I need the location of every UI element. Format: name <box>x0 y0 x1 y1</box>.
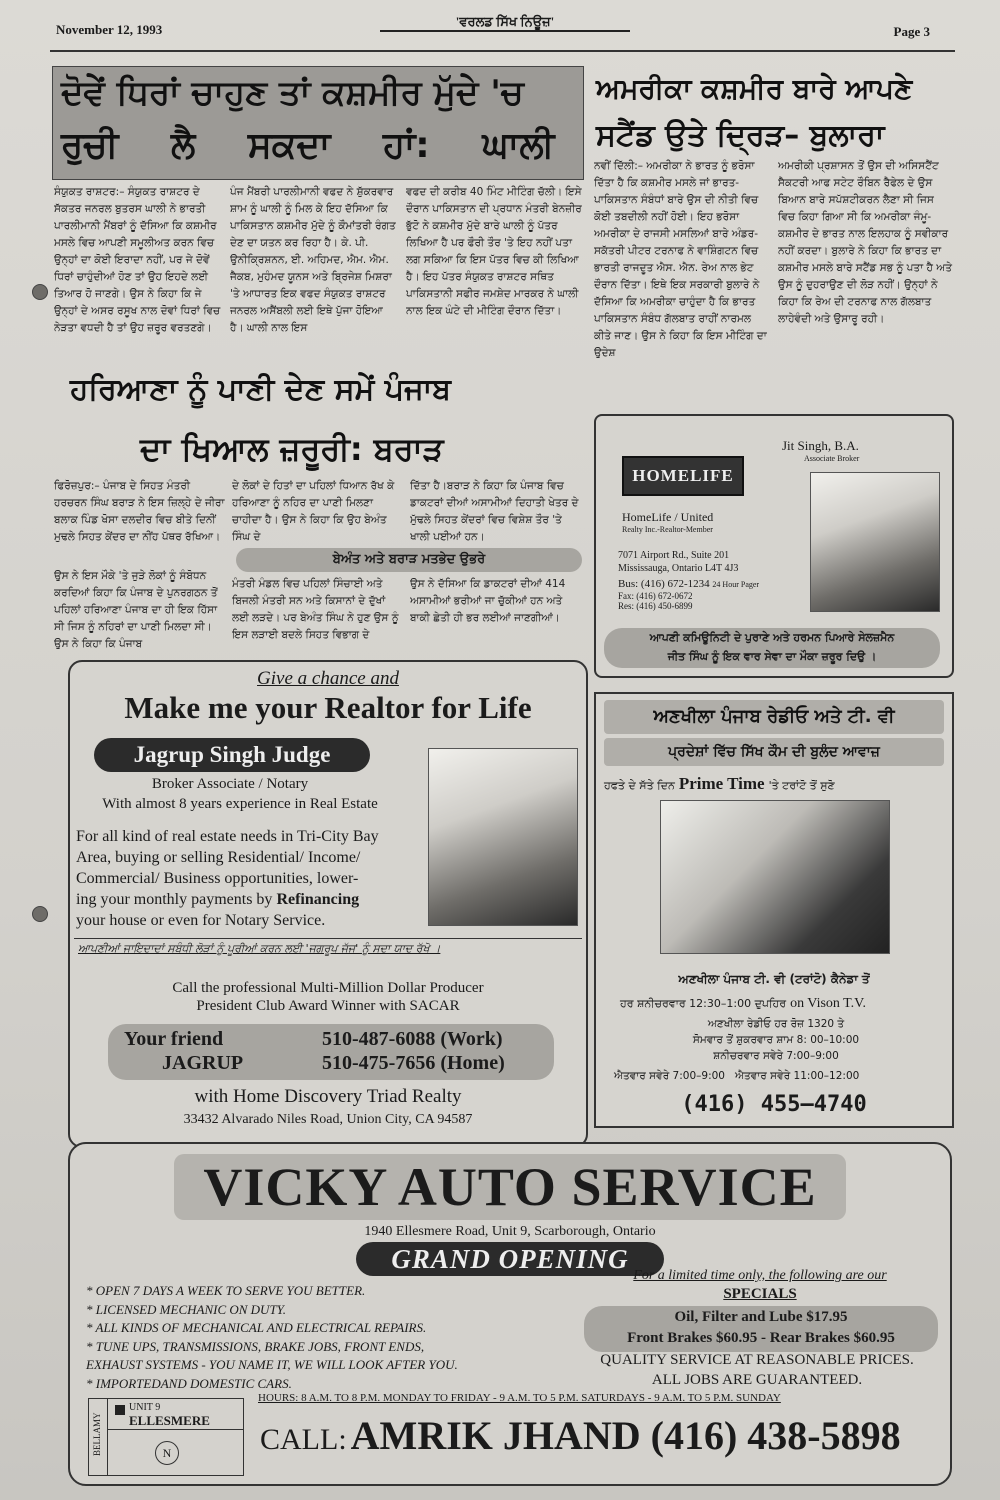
kashmir-article-col-2: ਪੰਜ ਮੈਂਬਰੀ ਪਾਰਲੀਮਾਨੀ ਵਫਦ ਨੇ ਸ਼ੁੱਕਰਵਾਰ ਸ਼ਾਮ ਨੂੰ ਘਾਲੀ ਨੂੰ ਮਿਲ ਕੇ ਇਹ ਦੱਸਿਆ ਕਿ ਪਾਕਿਸਤਾਨ ਕਸ਼ਮੀਰ ਮੁੱਦੇ ਨੂੰ ਕੌਮਾਂਤਰੀ ਰੰਗਤ ਦੇਣ ਦਾ ਯਤਨ ਕਰ ਰਿਹਾ ਹੈ। ਕੇ. ਪੀ. ਉਨੀਕ੍ਰਿਸ਼ਨਨ, ਈ. ਅਹਿਮਦ, ਐਮ. ਐਮ. ਜੈਕਬ, ਮੁਹੰਮਦ ਯੂਨਸ ਅਤੇ ਬ੍ਰਿਜੇਸ਼ ਮਿਸ਼ਰਾ 'ਤੇ ਆਧਾਰਤ ਇਕ ਵਫਦ ਸੰਯੁਕਤ ਰਾਸ਼ਟਰ ਜਨਰਲ ਅਸੈਂਬਲੀ ਲਈ ਇਥੇ ਪੁੱਜਾ ਹੋਇਆ ਹੈ। ਘਾਲੀ ਨਾਲ ਇਸ <box>230 186 396 334</box>
haryana-col-1b: ਉਸ ਨੇ ਇਸ ਮੌਕੇ 'ਤੇ ਜੁੜੇ ਲੋਕਾਂ ਨੂੰ ਸੰਬੋਧਨ ਕਰਦਿਆਂ ਕਿਹਾ ਕਿ ਪੰਜਾਬ ਦੇ ਪੁਨਰਗਠਨ ਤੋਂ ਪਹਿਲਾਂ ਹਰਿਆਣਾ ਪੰਜਾਬ ਦਾ ਹੀ ਇਕ ਹਿੱਸਾ ਸੀ ਜਿਸ ਨੂੰ ਨਹਿਰਾਂ ਦਾ ਪਾਣੀ ਮਿਲਦਾ ਸੀ। ਉਸ ਨੇ ਕਿਹਾ ਕਿ ਪੰਜਾਬ <box>54 570 218 650</box>
america-headline-line-1: ਅਮਰੀਕਾ ਕਸ਼ਮੀਰ ਬਾਰੇ ਆਪਣੇ <box>596 72 913 105</box>
homelife-logo: HOMELIFE <box>622 456 744 496</box>
binder-hole <box>32 906 48 922</box>
realtor-experience: With almost 8 years experience in Real Estate <box>102 796 378 812</box>
vicky-title: VICKY AUTO SERVICE <box>203 1157 817 1217</box>
vicky-title-box <box>174 1154 846 1220</box>
america-headline-line-2: ਸਟੈਂਡ ਉਤੇ ਦ੍ਰਿੜ– ਬੁਲਾਰਾ <box>596 118 885 153</box>
homelife-ad <box>594 414 954 678</box>
masthead: 'ਵਰਲਡ ਸਿੱਖ ਨਿਊਜ਼' <box>380 14 630 32</box>
vicky-auto-ad <box>68 1142 952 1486</box>
radio-studio-photo <box>660 800 890 954</box>
map-unit-label: UNIT 9 <box>129 1402 161 1413</box>
homelife-tagline: ਆਪਣੀ ਕਮਿਊਨਿਟੀ ਦੇ ਪੁਰਾਣੇ ਅਤੇ ਹਰਮਨ ਪਿਆਰੇ ਸੇਲਜ਼ਮੈਨ ਜੀਤ ਸਿੰਘ ਨੂੰ ਇਕ ਵਾਰ ਸੇਵਾ ਦਾ ਮੌਕਾ ਜ਼ਰੂਰ ਦਿਉ । <box>604 628 940 668</box>
radio-saturday-line: ਹਰ ਸ਼ਨੀਚਰਵਾਰ 12:30–1:00 ਦੁਪਹਿਰ on Vison T.V. <box>620 996 866 1011</box>
map-bellamy-label: BELLAMY <box>92 1412 102 1456</box>
homelife-address-2: Mississauga, Ontario L4T 4J3 <box>618 563 739 574</box>
kashmir-headline-line-2: ਰੁਚੀ ਲੈ ਸਕਦਾ ਹਾਂ: ਘਾਲੀ <box>61 125 555 166</box>
haryana-col-3a: ਦਿੱਤਾ ਹੈ।ਬਰਾੜ ਨੇ ਕਿਹਾ ਕਿ ਪੰਜਾਬ ਵਿਚ ਡਾਕਟਰਾਂ ਦੀਆਂ ਅਸਾਮੀਆਂ ਦਿਹਾਤੀ ਖੇਤਰ ਦੇ ਮੁੱਢਲੇ ਸਿਹਤ ਕੇਂਦਰਾਂ ਵਿਚ ਵਿਸ਼ੇਸ਼ ਤੌਰ 'ਤੇ ਖਾਲੀ ਪਈਆਂ ਹਨ। <box>410 480 579 543</box>
realtor-headline: Make me your Realtor for Life <box>124 690 532 725</box>
america-article-col-1: ਨਵੀਂ ਦਿੱਲੀ:– ਅਮਰੀਕਾ ਨੇ ਭਾਰਤ ਨੂੰ ਭਰੋਸਾ ਦਿੱਤਾ ਹੈ ਕਿ ਕਸ਼ਮੀਰ ਮਸਲੇ ਜਾਂ ਭਾਰਤ-ਪਾਕਿਸਤਾਨ ਸੰਬੰਧਾਂ ਬਾਰੇ ਉਸ ਦੀ ਨੀਤੀ ਵਿਚ ਕੋਈ ਤਬਦੀਲੀ ਨਹੀਂ ਹੋਈ। ਇਹ ਭਰੋਸਾ ਅਮਰੀਕਾ ਦੇ ਰਾਜਸੀ ਮਸਲਿਆਂ ਬਾਰੇ ਅੰਡਰ-ਸਕੱਤਰੀ ਪੀਟਰ ਟਰਨਾਫ ਨੇ ਵਾਸ਼ਿੰਗਟਨ ਵਿਚ ਭਾਰਤੀ ਰਾਜਦੂਤ ਐਸ. ਐਨ. ਰੇਅ ਨਾਲ ਭੇਟ ਦੌਰਾਨ ਦਿੱਤਾ। ਇਥੇ ਇਕ ਸਰਕਾਰੀ ਬੁਲਾਰੇ ਨੇ ਦੱਸਿਆ ਕਿ ਅਮਰੀਕਾ ਚਾਹੁੰਦਾ ਹੈ ਕਿ ਭਾਰਤ ਪਾਕਿਸਤਾਨ ਸੰਬੰਧ ਗੱਲਬਾਤ ਰਾਹੀਂ ਨਾਰਮਲ ਕੀਤੇ ਜਾਣ। ਉਸ ਨੇ ਕਿਹਾ ਕਿ ਇਸ ਮੀਟਿੰਗ ਦਾ ਉਦੇਸ਼ <box>594 160 767 359</box>
realtor-photo <box>428 748 578 926</box>
realtor-call-1: Call the professional Multi-Million Dollar Producer <box>172 980 484 996</box>
radio-title-2: ਪ੍ਰਦੇਸ਼ਾਂ ਵਿੱਚ ਸਿੱਖ ਕੌਮ ਦੀ ਬੁਲੰਦ ਆਵਾਜ਼ <box>668 744 880 760</box>
realtor-home-phone: 510-475-7656 (Home) <box>322 1052 505 1074</box>
header-rule <box>50 50 955 52</box>
haryana-headline-line-1: ਹਰਿਆਣਾ ਨੂੰ ਪਾਣੀ ਦੇਣ ਸਮੇਂ ਪੰਜਾਬ <box>70 372 451 407</box>
radio-schedule: ਅਣਖੀਲਾ ਰੇਡੀਓ ਹਰ ਰੋਜ਼ 1320 ਤੇ ਸੋਮਵਾਰ ਤੋਂ ਸ਼ੁਕਰਵਾਰ ਸ਼ਾਮ 8: 00–10:00 ਸ਼ਨੀਚਰਵਾਰ ਸਵੇਰੇ 7:00–9:00 <box>692 1018 860 1062</box>
map-location-marker <box>115 1405 125 1415</box>
vicky-guaranteed: ALL JOBS ARE GUARANTEED. <box>651 1372 863 1388</box>
agent-name: Jit Singh, B.A. <box>782 438 859 453</box>
kashmir-headline-line-1: ਦੋਵੇਂ ਧਿਰਾਂ ਚਾਹੁਣ ਤਾਂ ਕਸ਼ਮੀਰ ਮੁੱਦੇ 'ਚ <box>61 73 524 113</box>
vicky-services-list <box>86 1282 586 1393</box>
haryana-col-3b: ਉਸ ਨੇ ਦੱਸਿਆ ਕਿ ਡਾਕਟਰਾਂ ਦੀਆਂ 414 ਅਸਾਮੀਆਂ ਭਰੀਆਂ ਜਾ ਚੁੱਕੀਆਂ ਹਨ ਅਤੇ ਬਾਕੀ ਛੇਤੀ ਹੀ ਭਰ ਲਈਆਂ ਜਾਣਗੀਆਂ। <box>410 578 566 624</box>
haryana-col-2b: ਮੰਤਰੀ ਮੰਡਲ ਵਿਚ ਪਹਿਲਾਂ ਸਿੰਚਾਈ ਅਤੇ ਬਿਜਲੀ ਮੰਤਰੀ ਸਨ ਅਤੇ ਕਿਸਾਨਾਂ ਦੇ ਦੁੱਖਾਂ ਲਈ ਲੜਦੇ। ਪਰ ਬੇਅੰਤ ਸਿੰਘ ਨੇ ਹੁਣ ਉਸ ਨੂੰ ਇਸ ਲੜਾਈ ਬਦਲੇ ਸਿਹਤ ਵਿਭਾਗ ਦੇ <box>232 578 399 641</box>
realtor-call-2: President Club Award Winner with SACAR <box>196 998 460 1014</box>
radio-title-1: ਅਣਖੀਲਾ ਪੰਜਾਬ ਰੇਡੀਓ ਅਤੇ ਟੀ. ਵੀ <box>653 706 895 727</box>
vicky-oil-special: Oil, Filter and Lube $17.95 <box>674 1309 848 1325</box>
vicky-specials-box <box>584 1306 938 1352</box>
haryana-subhead: ਬੇਅੰਤ ਅਤੇ ਬਰਾੜ ਮਤਭੇਦ ਉਭਰੇ <box>236 548 582 572</box>
issue-date: November 12, 1993 <box>56 22 163 37</box>
vicky-limited-time: For a limited time only, the following are our <box>633 1268 887 1283</box>
vicky-hours: HOURS: 8 A.M. TO 8 P.M. MONDAY TO FRIDAY - 9 A.M. TO 5 P.M. SATURDAYS - 9 A.M. TO 5 P.M. SUNDAY <box>258 1392 781 1404</box>
homelife-fax: Fax: (416) 672-0672 <box>618 591 693 601</box>
haryana-headline-line-2: ਦਾ ਖਿਆਲ ਜ਼ਰੂਰੀ: ਬਰਾੜ <box>140 430 444 468</box>
map-compass-icon: N <box>155 1441 179 1465</box>
agent-title: Associate Broker <box>804 454 860 463</box>
homelife-company: HomeLife / United <box>622 510 714 524</box>
america-article-col-2: ਅਮਰੀਕੀ ਪ੍ਰਸ਼ਾਸਨ ਤੋਂ ਉਸ ਦੀ ਅਸਿਸਟੈਂਟ ਸੈਕਟਰੀ ਆਫ ਸਟੇਟ ਰੌਬਿਨ ਰੈਫੇਲ ਦੇ ਉਸ ਬਿਆਨ ਬਾਰੇ ਸਪੱਸ਼ਟੀਕਰਨ ਲੈਣਾ ਸੀ ਜਿਸ ਵਿਚ ਕਿਹਾ ਗਿਆ ਸੀ ਕਿ ਅਮਰੀਕਾ ਜੰਮੂ-ਕਸ਼ਮੀਰ ਦੇ ਭਾਰਤ ਨਾਲ ਇਲਹਾਕ ਨੂੰ ਸਵੀਕਾਰ ਨਹੀਂ ਕਰਦਾ। ਬੁਲਾਰੇ ਨੇ ਕਿਹਾ ਕਿ ਭਾਰਤ ਦਾ ਕਸ਼ਮੀਰ ਮਸਲੇ ਬਾਰੇ ਸਟੈਂਡ ਸਭ ਨੂੰ ਪਤਾ ਹੈ ਅਤੇ ਉਸ ਨੂੰ ਦੁਹਰਾਉਣ ਦੀ ਲੋੜ ਨਹੀਂ। ਉਨ੍ਹਾਂ ਨੇ ਕਿਹਾ ਕਿ ਰੇਅ ਦੀ ਟਰਨਾਫ ਨਾਲ ਗੱਲਬਾਤ ਲਾਹੇਵੰਦੀ ਅਤੇ ਉਸਾਰੂ ਰਹੀ। <box>778 160 952 325</box>
agent-photo <box>810 472 940 612</box>
homelife-address-1: 7071 Airport Rd., Suite 201 <box>618 550 730 561</box>
vicky-service-item: * LICENSED MECHANIC ON DUTY. <box>86 1301 286 1317</box>
vicky-specials-heading: SPECIALS <box>723 1286 797 1302</box>
vicky-address: 1940 Ellesmere Road, Unit 9, Scarborough, Ontario <box>364 1224 656 1239</box>
radio-title-1-box <box>604 700 944 734</box>
page-number: Page 3 <box>893 24 930 39</box>
radio-tv-line: ਅਣਖੀਲਾ ਪੰਜਾਬ ਟੀ. ਵੀ (ਟਰਾਂਟੋ) ਕੈਨੇਡਾ ਤੋਂ <box>678 972 870 986</box>
haryana-col-1a: ਫਿਰੋਜ਼ਪੁਰ:– ਪੰਜਾਬ ਦੇ ਸਿਹਤ ਮੰਤਰੀ ਹਰਚਰਨ ਸਿੰਘ ਬਰਾੜ ਨੇ ਇਸ ਜ਼ਿਲ੍ਹੇ ਦੇ ਜੀਰਾ ਬਲਾਕ ਪਿੰਡ ਖੋਸਾ ਦਲਦੀਰ ਵਿਚ ਬੀਤੇ ਦਿਨੀਂ ਮੁਢਲੇ ਸਿਹਤ ਕੇਂਦਰ ਦਾ ਨੀਂਹ ਪੱਥਰ ਰੱਖਿਆ। <box>54 480 225 543</box>
vicky-service-item: * OPEN 7 DAYS A WEEK TO SERVE YOU BETTER. <box>86 1283 366 1298</box>
radio-ad <box>594 692 954 1128</box>
realtor-divider <box>74 938 582 939</box>
realtor-punjabi-line: ਆਪਣੀਆਂ ਜਾਇਦਾਦਾਂ ਸਬੰਧੀ ਲੋੜਾਂ ਨੂੰ ਪੂਰੀਆਂ ਕਰਨ ਲਈ 'ਜਗਰੂਪ ਜੱਜ' ਨੂੰ ਸਦਾ ਯਾਦ ਰੱਖੋ । <box>78 942 441 955</box>
kashmir-headline-box <box>52 66 584 180</box>
realtor-give-chance: Give a chance and <box>257 668 399 689</box>
realtor-jagrup: JAGRUP <box>162 1052 244 1074</box>
radio-sunday-line: ਐਤਵਾਰ ਸਵੇਰੇ 7:00–9:00 ਐਤਵਾਰ ਸਵੇਰੇ 11:00–12:00 <box>614 1070 860 1082</box>
map-ellesmere-label: ELLESMERE <box>129 1413 210 1428</box>
radio-phone: (416) 455–4740 <box>681 1092 867 1117</box>
vicky-brakes-special: Front Brakes $60.95 - Rear Brakes $60.95 <box>627 1330 895 1346</box>
realtor-phone-box <box>108 1024 554 1080</box>
vicky-service-item: * TUNE UPS, TRANSMISSIONS, BRAKE JOBS, FRONT ENDS, <box>86 1338 425 1354</box>
homelife-company-sub: Realty Inc.-Realtor-Member <box>622 525 713 534</box>
homelife-bus-phone: Bus: (416) 672-1234 24 Hour Pager <box>618 578 760 590</box>
realtor-your-friend: Your friend <box>124 1028 224 1050</box>
kashmir-article-col-3: ਵਫਦ ਦੀ ਕਰੀਬ 40 ਮਿੰਟ ਮੀਟਿੰਗ ਚੱਲੀ। ਇਸੇ ਦੌਰਾਨ ਪਾਕਿਸਤਾਨ ਦੀ ਪ੍ਰਧਾਨ ਮੰਤਰੀ ਬੇਨਜ਼ੀਰ ਭੁੱਟੋ ਨੇ ਕਸ਼ਮੀਰ ਮੁੱਦੇ ਬਾਰੇ ਘਾਲੀ ਨੂੰ ਪੱਤਰ ਲਿਖਿਆ ਹੈ ਪਰ ਫੌਰੀ ਤੌਰ 'ਤੇ ਇਹ ਨਹੀਂ ਪਤਾ ਲਗ ਸਕਿਆ ਕਿ ਇਸ ਪੱਤਰ ਵਿਚ ਕੀ ਲਿਖਿਆ ਹੈ। ਇਹ ਪੱਤਰ ਸੰਯੁਕਤ ਰਾਸ਼ਟਰ ਸਥਿਤ ਪਾਕਿਸਤਾਨੀ ਸਫੀਰ ਜਮਸ਼ੇਦ ਮਾਰਕਰ ਨੇ ਘਾਲੀ ਨਾਲ ਇਕ ਘੰਟੇ ਦੀ ਮੀਟਿੰਗ ਦੌਰਾਨ ਦਿੱਤਾ। <box>406 186 582 317</box>
haryana-col-2a: ਦੇ ਲੋਕਾਂ ਦੇ ਹਿਤਾਂ ਦਾ ਪਹਿਲਾਂ ਧਿਆਨ ਰੱਖ ਕੇ ਹਰਿਆਣਾ ਨੂੰ ਨਹਿਰ ਦਾ ਪਾਣੀ ਮਿਲਣਾ ਚਾਹੀਦਾ ਹੈ। ਉਸ ਨੇ ਕਿਹਾ ਕਿ ਉਹ ਬੇਅੰਤ ਸਿੰਘ ਦੇ <box>232 480 395 543</box>
realtor-body: For all kind of real estate needs in Tri-City Bay Area, buying or selling Residential/ Income/ Commercial/ Business opportunities, lower- ing your monthly payments by Refinancing your house or even for Notary Service. <box>76 828 379 929</box>
radio-week-line: ਹਫਤੇ ਦੇ ਸੱਤੇ ਦਿਨ Prime Time 'ਤੇ ਟਰਾਂਟੋ ਤੋਂ ਸੁਣੋ <box>604 774 835 793</box>
vicky-service-item: * IMPORTEDAND DOMESTIC CARS. <box>86 1375 292 1391</box>
vicky-quality: QUALITY SERVICE AT REASONABLE PRICES. <box>600 1352 914 1368</box>
vicky-service-item: EXHAUST SYSTEMS - YOU NAME IT, WE WILL LOOK AFTER YOU. <box>86 1357 458 1372</box>
homelife-res: Res: (416) 450-6899 <box>618 601 693 611</box>
realtor-ad <box>68 660 588 1148</box>
realtor-company: with Home Discovery Triad Realty <box>194 1086 462 1107</box>
vicky-call-line: CALL: AMRIK JHAND (416) 438-5898 <box>260 1413 901 1458</box>
vicky-grand-opening: GRAND OPENING <box>356 1242 664 1276</box>
kashmir-article-col-1: ਸੰਯੁਕਤ ਰਾਸ਼ਟਰ:– ਸੰਯੁਕਤ ਰਾਸ਼ਟਰ ਦੇ ਸੱਕਤਰ ਜਨਰਲ ਬੁਤਰਸ ਘਾਲੀ ਨੇ ਭਾਰਤੀ ਪਾਰਲੀਮਾਨੀ ਮੈਂਬਰਾਂ ਨੂੰ ਦੱਸਿਆ ਕਿ ਕਸ਼ਮੀਰ ਮਸਲੇ ਵਿਚ ਆਪਣੀ ਸਮੂਲੀਅਤ ਕਰਨ ਵਿਚ ਉਨ੍ਹਾਂ ਦਾ ਕੋਈ ਇਰਾਦਾ ਨਹੀਂ, ਪਰ ਜੇ ਦੋਵੇਂ ਧਿਰਾਂ ਚਾਹੁੰਦੀਆਂ ਹੋਣ ਤਾਂ ਉਹ ਇਹਦੇ ਲਈ ਤਿਆਰ ਹੋ ਜਾਣਗੇ। ਉਸ ਨੇ ਕਿਹਾ ਕਿ ਜੇ ਉਨ੍ਹਾਂ ਦੇ ਅਸਰ ਰਸੂਖ ਨਾਲ ਦੋਵਾਂ ਧਿਰਾਂ ਵਿਚ ਨੇੜਤਾ ਵਧਦੀ ਹੈ ਤਾਂ ਉਹ ਜ਼ਰੂਰ ਵਰਤਣਗੇ। <box>54 186 221 334</box>
realtor-address: 33432 Alvarado Niles Road, Union City, CA 94587 <box>183 1112 473 1127</box>
realtor-role: Broker Associate / Notary <box>151 776 309 792</box>
radio-title-2-box <box>604 738 944 766</box>
vicky-location-map <box>88 1398 244 1476</box>
realtor-work-phone: 510-487-6088 (Work) <box>322 1028 503 1050</box>
realtor-name: Jagrup Singh Judge <box>94 738 370 772</box>
binder-hole <box>32 284 48 300</box>
vicky-service-item: * ALL KINDS OF MECHANICAL AND ELECTRICAL REPAIRS. <box>86 1320 427 1335</box>
